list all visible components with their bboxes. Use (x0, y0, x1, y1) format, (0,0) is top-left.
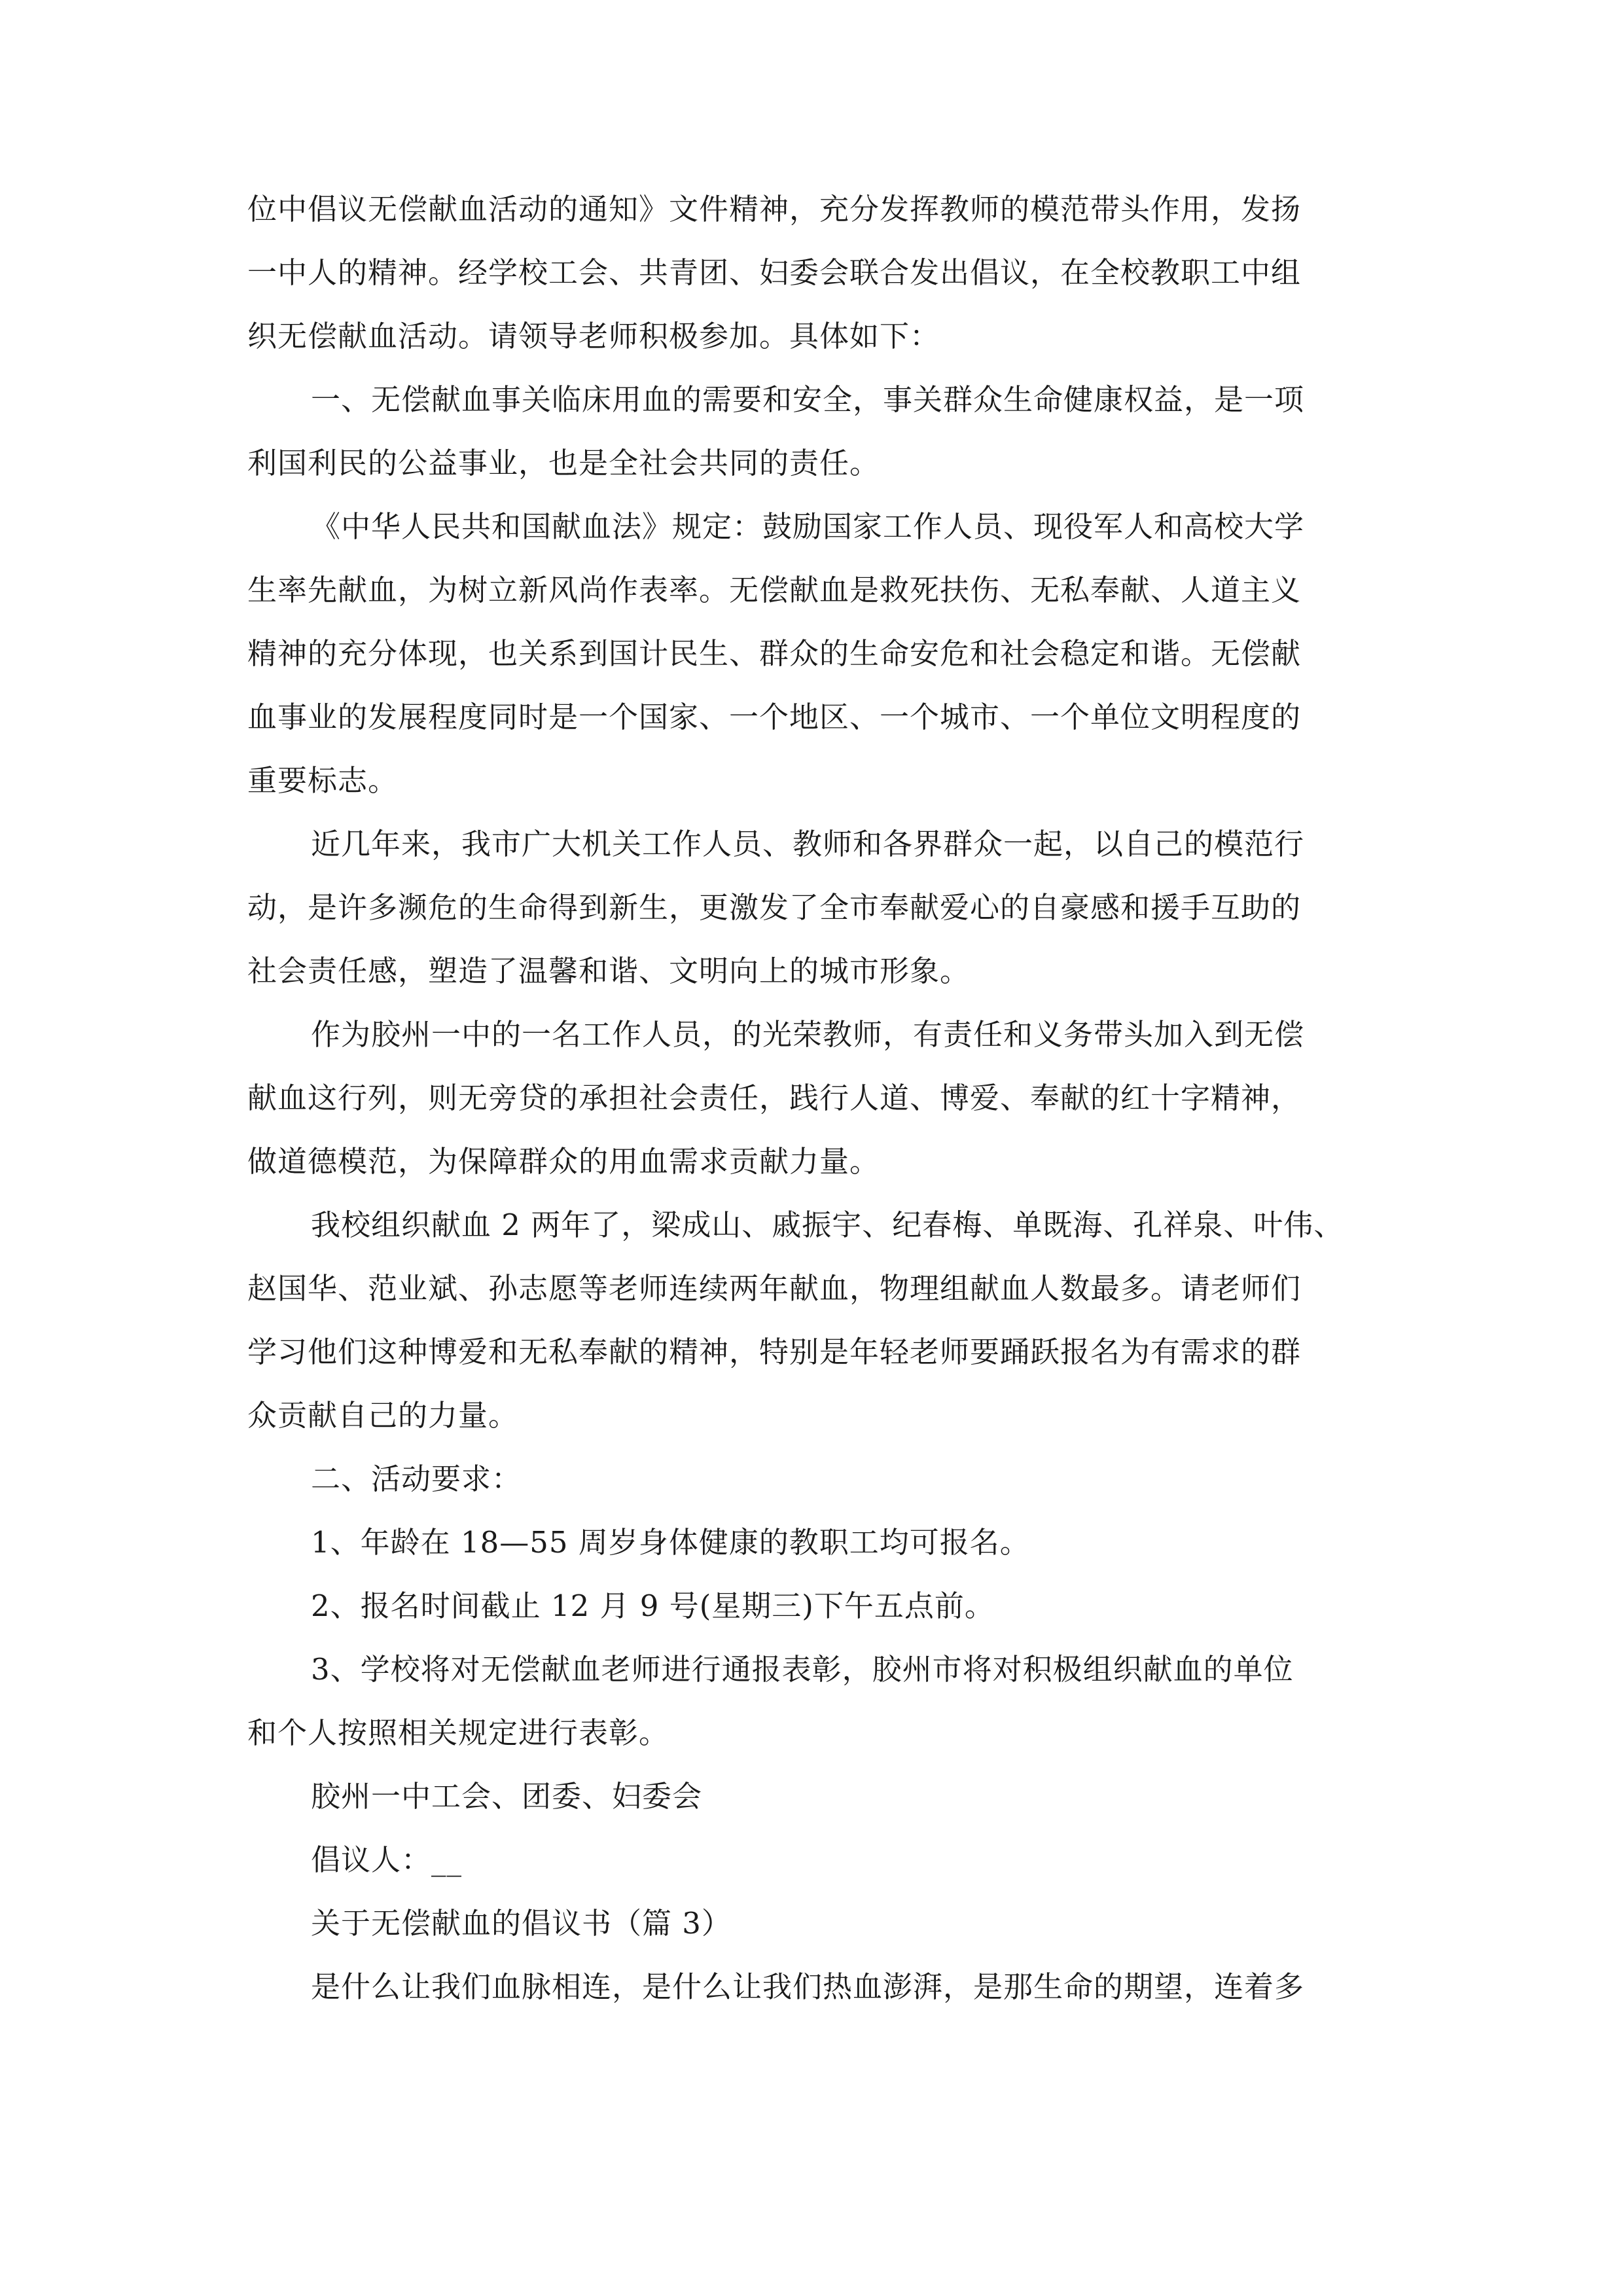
text-line: 近几年来，我市广大机关工作人员、教师和各界群众一起，以自己的模范行 (311, 827, 1305, 861)
text-line: 社会责任感，塑造了温馨和谐、文明向上的城市形象。 (247, 954, 971, 988)
text-line: 做道德模范，为保障群众的用血需求贡献力量。 (247, 1144, 880, 1179)
signature-initiator: 倡议人：__ (311, 1842, 463, 1877)
text-line: 重要标志。 (247, 763, 399, 798)
text-line: 生率先献血，为树立新风尚作表率。无偿献血是救死扶伤、无私奉献、人道主义 (247, 573, 1302, 607)
text-line: 作为胶州一中的一名工作人员，的光荣教师，有责任和义务带头加入到无偿 (311, 1017, 1305, 1052)
text-line: 众贡献自己的力量。 (247, 1398, 519, 1433)
text-line: 学习他们这种博爱和无私奉献的精神，特别是年轻老师要踊跃报名为有需求的群 (247, 1335, 1302, 1369)
text-line: 《中华人民共和国献血法》规定：鼓励国家工作人员、现役军人和高校大学 (311, 509, 1305, 544)
text-line: 献血这行列，则无旁贷的承担社会责任，践行人道、博爱、奉献的红十字精神， (247, 1081, 1302, 1115)
text-line: 赵国华、范业斌、孙志愿等老师连续两年献血，物理组献血人数最多。请老师们 (247, 1271, 1302, 1306)
text-line: 是什么让我们血脉相连，是什么让我们热血澎湃，是那生命的期望，连着多 (311, 1969, 1305, 2004)
text-line: 利国利民的公益事业，也是全社会共同的责任。 (247, 446, 880, 480)
text-line: 位中倡议无偿献血活动的通知》文件精神，充分发挥教师的模范带头作用，发扬 (247, 192, 1302, 226)
text-line: 动，是许多濒危的生命得到新生，更激发了全市奉献爱心的自豪感和援手互助的 (247, 890, 1302, 925)
section-heading: 二、活动要求： (311, 1462, 522, 1496)
section-title: 关于无偿献血的倡议书（篇 3） (311, 1906, 732, 1941)
list-item: 1、年龄在 18—55 周岁身体健康的教职工均可报名。 (311, 1525, 1030, 1560)
text-line: 精神的充分体现，也关系到国计民生、群众的生命安危和社会稳定和谐。无偿献 (247, 636, 1302, 671)
text-line: 和个人按照相关规定进行表彰。 (247, 1715, 669, 1750)
text-line: 一、无偿献血事关临床用血的需要和安全，事关群众生命健康权益，是一项 (311, 382, 1305, 417)
text-line: 一中人的精神。经学校工会、共青团、妇委会联合发出倡议，在全校教职工中组 (247, 255, 1302, 290)
text-line: 血事业的发展程度同时是一个国家、一个地区、一个城市、一个单位文明程度的 (247, 700, 1302, 734)
text-line: 我校组织献血 2 两年了，梁成山、戚振宇、纪春梅、单既海、孔祥泉、叶伟、 (311, 1208, 1344, 1242)
text-line: 织无偿献血活动。请领导老师积极参加。具体如下： (247, 319, 940, 353)
signature-organization: 胶州一中工会、团委、妇委会 (311, 1779, 703, 1814)
list-item: 3、学校将对无偿献血老师进行通报表彰，胶州市将对积极组织献血的单位 (311, 1652, 1294, 1687)
list-item: 2、报名时间截止 12 月 9 号(星期三)下午五点前。 (311, 1588, 995, 1623)
